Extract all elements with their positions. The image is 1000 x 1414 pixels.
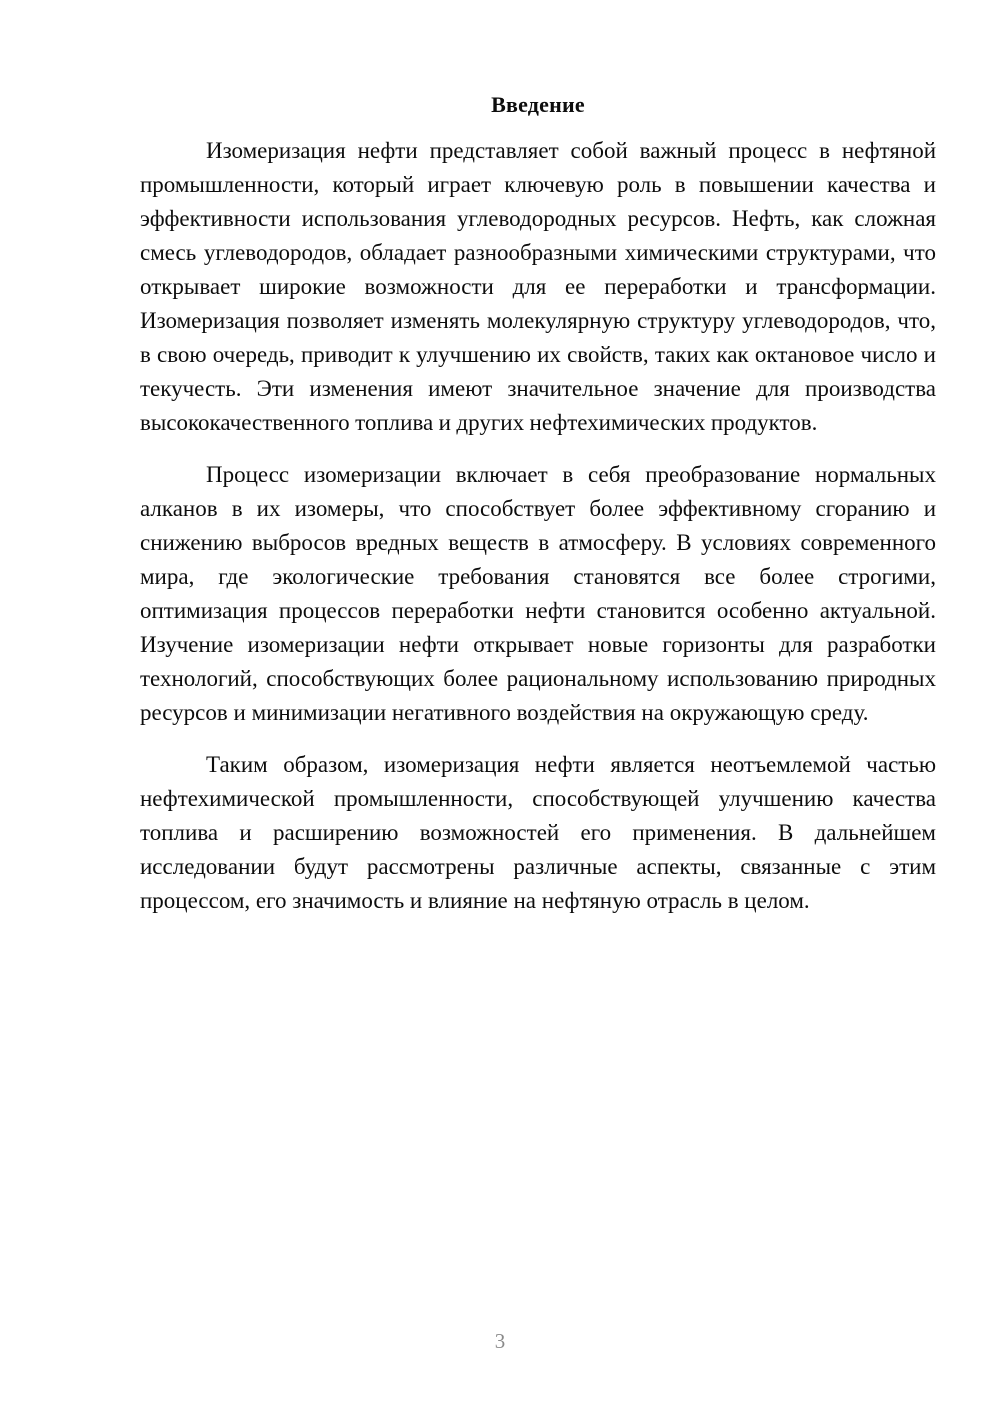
page-title: Введение <box>491 92 585 117</box>
page-number: 3 <box>494 1329 506 1353</box>
page-text-block <box>140 88 936 918</box>
body-paragraph-3: Таким образом, изомеризация нефти является неотъемлемой частью нефтехимической промышленности, способствующей улучшению качества топлива и расширению возможностей его применения. В дальнейшем исследовании будут рассмотрены различные аспекты, связанные с этим процессом, его значимость и влияние на нефтяную отрасль в целом. <box>140 752 936 913</box>
body-paragraph-2: Процесс изомеризации включает в себя преобразование нормальных алканов в их изомеры, что способствует более эффективному сгоранию и снижению выбросов вредных веществ в атмосферу. В условиях современного мира, где экологические требования становятся все более строгими, оптимизация процессов переработки нефти становится особенно актуальной. Изучение изомеризации нефти открывает новые горизонты для разработки технологий, способствующих более рациональному использованию природных ресурсов и минимизации негативного воздействия на окружающую среду. <box>140 462 936 725</box>
body-paragraph-1: Изомеризация нефти представляет собой важный процесс в нефтяной промышленности, который играет ключевую роль в повышении качества и эффективности использования углеводородных ресурсов. Нефть, как сложная смесь углеводородов, обладает разнообразными химическими структурами, что открывает широкие возможности для ее переработки и трансформации. Изомеризация позволяет изменять молекулярную структуру углеводородов, что, в свою очередь, приводит к улучшению их свойств, таких как октановое число и текучесть. Эти изменения имеют значительное значение для производства высококачественного топлива и других нефтехимических продуктов. <box>140 138 936 435</box>
